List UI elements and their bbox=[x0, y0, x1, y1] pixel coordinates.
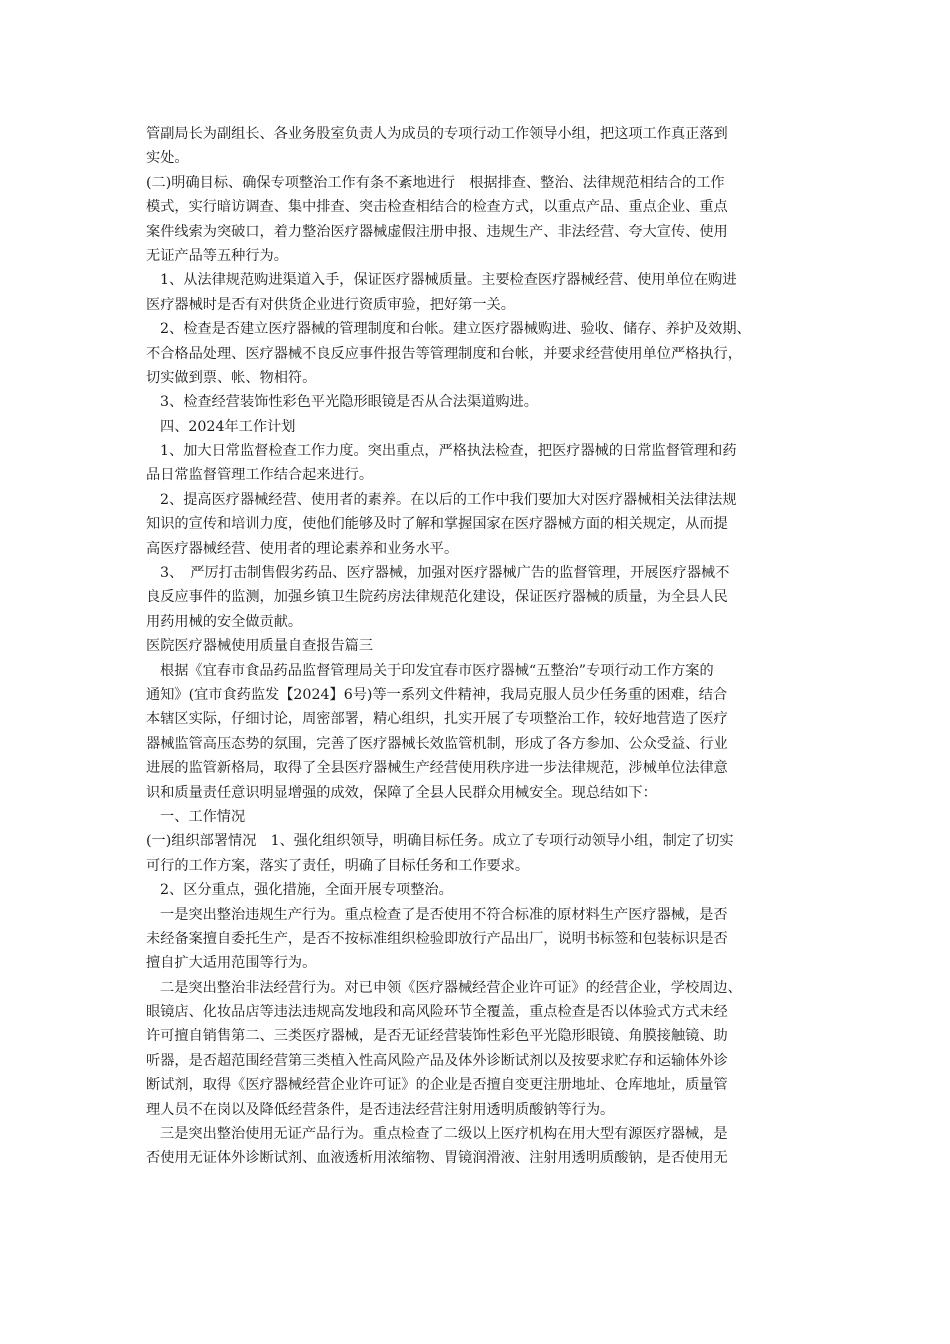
text-line: 模式，实行暗访调查、集中排查、突击检查相结合的检查方式，以重点产品、重点企业、重点 bbox=[146, 199, 728, 216]
text-line: 通知》(宜市食药监发【2024】6号)等一系列文件精神，我局克服人员少任务重的困难，结合 bbox=[146, 686, 728, 703]
text-line: 未经备案擅自委托生产，是否不按标准组织检验即放行产品出厂，说明书标签和包装标识是否 bbox=[146, 930, 728, 947]
text-line: 擅自扩大适用范围等行为。 bbox=[146, 955, 317, 972]
text-line: 二是突出整治非法经营行为。对已申领《医疗器械经营企业许可证》的经营企业，学校周边、 bbox=[160, 979, 742, 996]
text-line: 根据《宜春市食品药品监督管理局关于印发宜春市医疗器械“五整治”专项行动工作方案的 bbox=[160, 662, 714, 679]
text-line: 1、加大日常监督检查工作力度。突出重点，严格执法检查，把医疗器械的日常监督管理和药 bbox=[160, 443, 737, 460]
text-line: (二)明确目标、确保专项整治工作有条不紊地进行 根据排查、整治、法律规范相结合的工作 bbox=[146, 174, 725, 191]
text-line: 用药用械的安全做贡献。 bbox=[146, 613, 303, 630]
text-line: 品日常监督管理工作结合起来进行。 bbox=[146, 467, 374, 484]
text-line: 知识的宣传和培训力度，使他们能够及时了解和掌握国家在医疗器械方面的相关规定，从而提 bbox=[146, 516, 728, 533]
text-line: 眼镜店、化妆品店等违法违规高发地段和高风险环节全覆盖，重点检查是否以体验式方式未经 bbox=[146, 1004, 728, 1021]
text-line: 2、提高医疗器械经营、使用者的素养。在以后的工作中我们要加大对医疗器械相关法律法规 bbox=[160, 491, 737, 508]
text-line: 一是突出整治违规生产行为。重点检查了是否使用不符合标准的原材料生产医疗器械，是否 bbox=[160, 906, 728, 923]
text-line: 2、区分重点，强化措施，全面开展专项整治。 bbox=[160, 882, 453, 899]
text-line: 本辖区实际，仔细讨论，周密部署，精心组织，扎实开展了专项整治工作，较好地营造了医疗 bbox=[146, 711, 728, 728]
text-line: 断试剂，取得《医疗器械经营企业许可证》的企业是否擅自变更注册地址、仓库地址，质量管 bbox=[146, 1077, 728, 1094]
text-line: 许可擅自销售第二、三类医疗器械，是否无证经营装饰性彩色平光隐形眼镜、角膜接触镜、助 bbox=[146, 1028, 728, 1045]
text-line: 医疗器械时是否有对供货企业进行资质审验，把好第一关。 bbox=[146, 296, 515, 313]
text-line: 案件线索为突破口，着力整治医疗器械虚假注册申报、违规生产、非法经营、夸大宣传、使用 bbox=[146, 223, 728, 240]
text-line: 3、检查经营装饰性彩色平光隐形眼镜是否从合法渠道购进。 bbox=[160, 394, 538, 411]
text-line: 进展的监管新格局，取得了全县医疗器械生产经营使用秩序进一步法律规范，涉械单位法律意 bbox=[146, 760, 728, 777]
text-line: 实处。 bbox=[146, 150, 189, 167]
text-line: 可行的工作方案，落实了责任，明确了目标任务和工作要求。 bbox=[146, 857, 530, 874]
text-line: 医院医疗器械使用质量自查报告篇三 bbox=[146, 638, 374, 655]
text-line: 1、从法律规范购进渠道入手，保证医疗器械质量。主要检查医疗器械经营、使用单位在购进 bbox=[160, 272, 737, 289]
text-line: (一)组织部署情况 1、强化组织领导，明确目标任务。成立了专项行动领导小组，制定了切实 bbox=[146, 833, 734, 850]
text-line: 切实做到票、帐、物相符。 bbox=[146, 369, 317, 386]
text-line: 四、2024年工作计划 bbox=[160, 418, 296, 435]
text-line: 器械监管高压态势的氛围，完善了医疗器械长效监管机制，形成了各方参加、公众受益、行业 bbox=[146, 735, 728, 752]
text-line: 2、检查是否建立医疗器械的管理制度和台帐。建立医疗器械购进、验收、储存、养护及效期、 bbox=[160, 321, 751, 338]
text-line: 否使用无证体外诊断试剂、血液透析用浓缩物、胃镜润滑液、注射用透明质酸钠，是否使用无 bbox=[146, 1150, 728, 1167]
text-line: 识和质量责任意识明显增强的成效，保障了全县人民群众用械安全。现总结如下： bbox=[146, 784, 657, 801]
text-line: 高医疗器械经营、使用者的理论素养和业务水平。 bbox=[146, 540, 459, 557]
text-line: 良反应事件的监测，加强乡镇卫生院药房法律规范化建设，保证医疗器械的质量，为全县人民 bbox=[146, 589, 728, 606]
text-line: 无证产品等五种行为。 bbox=[146, 247, 288, 264]
text-line: 管副局长为副组长、各业务股室负责人为成员的专项行动工作领导小组，把这项工作真正落到 bbox=[146, 126, 728, 142]
text-line: 不合格品处理、医疗器械不良反应事件报告等管理制度和台帐，并要求经营使用单位严格执行， bbox=[146, 345, 742, 362]
text-line: 理人员不在岗以及降低经营条件，是否违法经营注射用透明质酸钠等行为。 bbox=[146, 1101, 615, 1118]
text-line: 听器，是否超范围经营第三类植入性高风险产品及体外诊断试剂以及按要求贮存和运输体外诊 bbox=[146, 1052, 728, 1069]
text-line: 一、工作情况 bbox=[160, 808, 246, 825]
text-line: 三是突出整治使用无证产品行为。重点检查了二级以上医疗机构在用大型有源医疗器械，是 bbox=[160, 1126, 728, 1143]
text-line: 3、 严厉打击制售假劣药品、医疗器械，加强对医疗器械广告的监督管理，开展医疗器械不 bbox=[160, 565, 730, 582]
